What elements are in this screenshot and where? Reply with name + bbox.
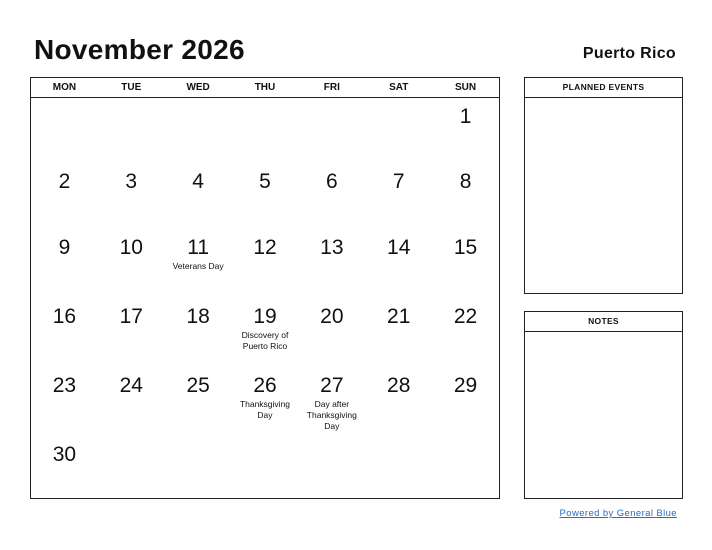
day-number: 22 (453, 305, 478, 328)
day-number: 7 (392, 170, 405, 193)
day-cell (232, 163, 299, 229)
day-cell (298, 163, 365, 229)
day-cell (165, 229, 232, 298)
day-cell (432, 298, 499, 367)
day-cell (31, 367, 98, 436)
day-cell (31, 436, 98, 498)
holiday-label: Day after Thanksgiving Day (306, 399, 357, 431)
day-number: 19 (253, 305, 277, 328)
day-number: 21 (387, 305, 411, 328)
day-cell (432, 98, 499, 163)
empty-day-cell (432, 436, 499, 498)
day-number: 11 (187, 236, 210, 259)
day-number: 3 (125, 170, 138, 193)
day-cell (232, 229, 299, 298)
empty-day-cell (165, 436, 232, 498)
day-cell (98, 298, 165, 367)
day-cell (31, 163, 98, 229)
empty-day-cell (98, 98, 165, 163)
day-number: 10 (119, 236, 143, 259)
day-cell (232, 367, 299, 436)
day-number: 23 (52, 374, 77, 397)
day-cell (365, 229, 432, 298)
empty-day-cell (298, 98, 365, 163)
day-cell (432, 229, 499, 298)
day-number: 9 (58, 236, 71, 259)
weekday-thu: THU (254, 82, 276, 93)
page-title: November 2026 (34, 34, 245, 65)
day-cell (365, 298, 432, 367)
day-number: 15 (453, 236, 478, 259)
day-cell (432, 367, 499, 436)
day-number: 8 (459, 170, 472, 193)
day-number: 6 (326, 170, 338, 193)
empty-day-cell (98, 436, 165, 498)
holiday-label: Veterans Day (172, 261, 224, 271)
notes-box[interactable] (524, 311, 683, 499)
month-calendar (30, 77, 500, 499)
day-grid (31, 98, 499, 498)
weekday-fri: FRI (323, 82, 340, 93)
day-cell (365, 367, 432, 436)
day-number: 14 (387, 236, 411, 259)
day-number: 1 (459, 105, 472, 128)
day-cell (365, 163, 432, 229)
empty-day-cell (31, 98, 98, 163)
day-cell (432, 163, 499, 229)
day-cell (298, 367, 365, 436)
day-number: 13 (320, 236, 344, 259)
day-cell (98, 367, 165, 436)
weekday-tue: TUE (121, 82, 142, 93)
day-number: 5 (259, 170, 271, 193)
empty-day-cell (365, 436, 432, 498)
day-number: 18 (186, 305, 210, 328)
day-number: 30 (52, 443, 77, 466)
empty-day-cell (165, 98, 232, 163)
day-number: 12 (253, 236, 277, 259)
day-number: 2 (58, 170, 71, 193)
day-cell (165, 163, 232, 229)
empty-day-cell (298, 436, 365, 498)
region-label: Puerto Rico (582, 45, 676, 62)
day-number: 20 (320, 305, 344, 328)
holiday-label: Thanksgiving Day (239, 399, 291, 420)
day-number: 26 (253, 374, 277, 397)
day-cell (298, 229, 365, 298)
planned-events-box[interactable] (524, 77, 683, 294)
day-number: 17 (119, 305, 143, 328)
day-number: 24 (119, 374, 143, 397)
day-number: 27 (320, 374, 344, 397)
day-cell (298, 298, 365, 367)
day-cell (165, 298, 232, 367)
day-number: 4 (192, 170, 204, 193)
weekday-sun: SUN (455, 82, 477, 93)
weekday-mon: MON (52, 82, 77, 93)
weekday-wed: WED (186, 82, 210, 93)
weekday-header-row (31, 78, 499, 98)
empty-day-cell (232, 98, 299, 163)
weekday-sat: SAT (389, 82, 409, 93)
day-cell (98, 163, 165, 229)
planned-events-header: PLANNED EVENTS (525, 78, 682, 98)
day-cell (232, 298, 299, 367)
empty-day-cell (232, 436, 299, 498)
day-number: 16 (52, 305, 77, 328)
day-number: 28 (387, 374, 411, 397)
day-cell (31, 229, 98, 298)
powered-by-link[interactable]: Powered by General Blue (559, 508, 677, 519)
holiday-label: Discovery of Puerto Rico (241, 330, 289, 351)
notes-header: NOTES (525, 312, 682, 332)
day-cell (31, 298, 98, 367)
empty-day-cell (365, 98, 432, 163)
day-number: 25 (186, 374, 210, 397)
day-cell (98, 229, 165, 298)
day-number: 29 (453, 374, 478, 397)
day-cell (165, 367, 232, 436)
